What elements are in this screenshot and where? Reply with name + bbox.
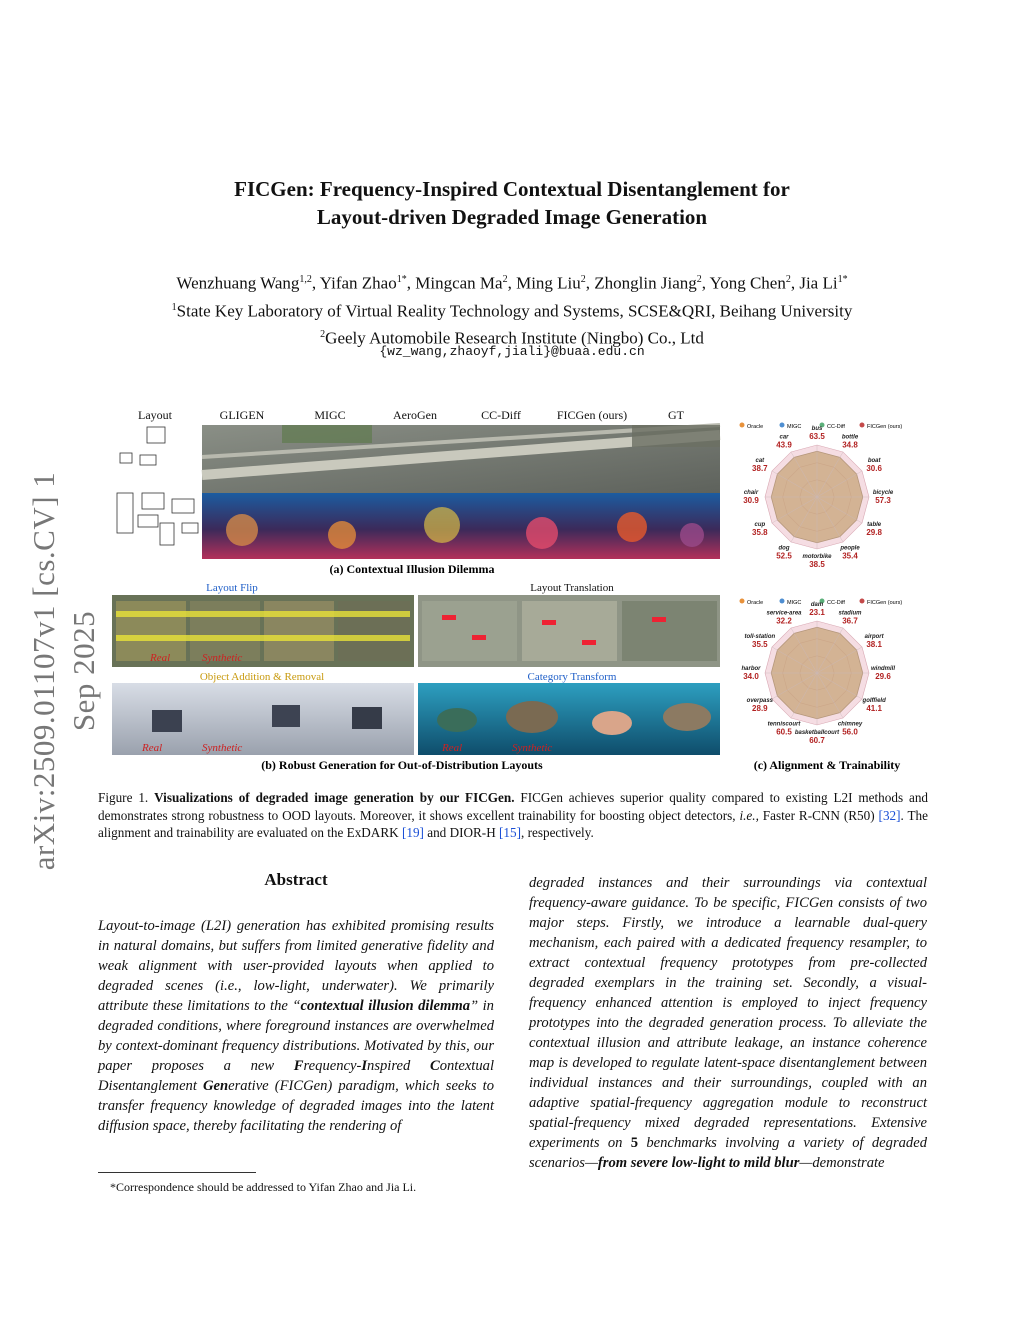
caption-text-3: . The alignment and trainability are evaluated on the ExDARK [98,807,928,840]
panel-b-translation [418,595,720,667]
panel-a-aerial-row [202,425,720,493]
citation-19[interactable]: [19] [401,825,424,840]
caption-text-2: Faster R-CNN (R50) [758,807,879,823]
radar-value-label: 29.8 [866,528,882,537]
radar-value-label: 38.7 [752,464,768,473]
caption-text-5: , respectively. [521,825,594,840]
legend-label: FICGen (ours) [867,424,903,430]
method-label-aerogen: AeroGen [393,408,437,422]
layout-boxes-underwater [117,493,198,545]
legend-label: Oracle [747,424,764,430]
label-real-2: Real [142,742,163,754]
label-category-transform: Category Transform [527,671,617,683]
radar-axis-label: service-area [766,610,802,617]
radar-axis-label: chimney [837,721,863,728]
label-layout-translation: Layout Translation [530,582,614,594]
author-emails[interactable]: {wz_wang,zhaoyf,jiali}@buaa.edu.cn [379,344,645,359]
figure-1 [112,405,912,775]
legend-marker [740,423,745,428]
radar-value-label: 29.6 [875,672,891,681]
citation-32[interactable]: [32] [878,807,901,823]
radar-value-label: 60.5 [776,727,792,737]
legend-marker [780,599,785,604]
radar-axis-label: bus [811,426,823,432]
caption-label: Figure 1. [98,790,149,805]
figure-caption [98,789,928,842]
radar-value-label: 30.6 [866,464,882,473]
radar-value-label: 32.2 [776,616,792,626]
method-label-gligen: GLIGEN [219,408,265,422]
caption-text-1: FICGen achieves superior quality compared to existing L2I methods and demonstrates strong robustness to OOD layouts. Moreover, it shows excellent trainability for boosting object detectors, [98,790,929,823]
layout-boxes-aerial [120,427,165,465]
legend-label: CC-Diff [827,600,845,606]
radar-axis-label: golffield [862,698,886,704]
footnote-rule [98,1172,256,1173]
method-label-ccdiff: CC-Diff [481,408,521,422]
panel-b-caption: (b) Robust Generation for Out-of-Distribution Layouts [261,758,543,772]
method-label-gt: GT [668,408,684,422]
radar-axis-label: windmill [871,666,895,672]
radar-axis-label: dam [810,602,824,608]
legend-label: CC-Diff [827,424,845,430]
paper-title [100,175,924,231]
radar-axis-label: overpass [746,698,774,704]
radar-axis-label: tenniscourt [767,721,801,728]
legend-label: Oracle [747,600,764,606]
radar-value-label: 41.1 [866,704,882,713]
radar-value-label: 52.5 [776,551,792,561]
radar-axis-label: basketballcourt [794,730,840,736]
legend-marker [740,599,745,604]
label-real-1: Real [150,652,171,664]
radar-value-label: 35.4 [842,551,858,561]
label-synthetic-2: Synthetic [202,742,243,754]
abstract-column-2: degraded instances and their surroundings via contextual frequency-aware guidance. To be specific, FICGen consists of two major steps. Firstly, we introduce a learnable dual-query mechanism, each paired with a dedicated frequency resampler, to extract contextual frequency prototypes from pre-collected degraded exemplars in the training set. Secondly, a visual-frequency enhanced attention is employed to inject frequency prototypes into the degraded generation process. To alleviate the contextual illusion and attribute leakage, an instance coherence map is developed to regulate latent-space disentanglement between individual instances and their surroundings, coupled with an adaptive spatial-frequency aggregation module to reconstruct spatial-frequency mixed degraded representations. Extensive experiments on 5 benchmarks involving a variety of degraded scenarios—from severe low-light to mild blur—demonstrate [529,875,928,1171]
legend-label: MIGC [787,424,802,430]
label-synthetic-3: Synthetic [512,742,553,754]
radar-axis-label: people [840,545,860,552]
radar-axis-label: bottle [841,434,859,441]
legend-marker [860,423,865,428]
radar-chart-dior [740,599,903,746]
radar-axis-label: toll-station [744,634,776,640]
method-label-layout: Layout [138,408,172,422]
radar-axis-label: airport [864,634,884,640]
radar-chart-exdark [740,423,903,570]
label-real-3: Real [442,742,463,754]
radar-value-label: 57.3 [875,496,891,505]
radar-value-label: 43.9 [776,440,792,450]
panel-a-underwater-row [202,493,720,559]
radar-axis-label: dog [778,545,790,552]
radar-value-label: 30.9 [743,496,759,505]
footnote: *Correspondence should be addressed to Yifan Zhao and Jia Li. [110,1180,417,1194]
caption-text-4: and DIOR-H [423,825,500,840]
abstract-column-1: Layout-to-image (L2I) generation has exhibited promising results in natural domains, but suffers from limited generative fidelity and weak alignment with user-provided layouts when applied to degraded scenes (i.e., low-light, underwater). We primarily attribute these limitations to the “contextual illusion dilemma” in degraded conditions, where foreground instances are overwhelmed by context-dominant frequency distributions. Motivated by this, our paper proposes a new Frequency-Inspired Contextual Disentanglement Generative (FICGen) paradigm, which seeks to transfer frequency knowledge of degraded images into the latent diffusion space, thereby facilitating the rendering of [98,918,495,1134]
author-block [100,268,924,351]
radar-value-label: 60.7 [809,736,825,745]
radar-axis-label: cup [754,522,766,528]
label-object-addition: Object Addition & Removal [199,671,325,683]
arxiv-identifier: arXiv:2509.01107v1 [cs.CV] 1 Sep 2025 [26,471,101,871]
method-label-ficgen: FICGen (ours) [556,408,628,422]
title-line-2: Layout-driven Degraded Image Generation [316,205,708,229]
radar-value-label: 63.5 [809,432,825,441]
radar-axis-label: table [867,522,882,528]
radar-value-label: 38.1 [866,640,882,649]
radar-axis-label: stadium [838,610,862,617]
radar-axis-label: boat [867,458,881,464]
caption-ie: i.e., [739,807,759,823]
radar-axis-label: chair [743,490,759,496]
radar-axis-label: harbor [741,666,761,672]
citation-15[interactable]: [15] [499,825,522,840]
radar-value-label: 35.8 [752,528,768,537]
label-synthetic-1: Synthetic [202,652,243,664]
legend-label: FICGen (ours) [867,600,903,606]
radar-axis-label: car [779,434,789,441]
abstract-heading: Abstract [264,870,328,889]
radar-value-label: 23.1 [809,608,825,617]
label-layout-flip: Layout Flip [206,582,258,594]
panel-c-caption: (c) Alignment & Trainability [753,758,901,772]
caption-bold: Visualizations of degraded image generation by our FICGen. [154,790,515,805]
legend-marker [860,599,865,604]
legend-marker [780,423,785,428]
author-names: Wenzhuang Wang$^{1,2}$, Yifan Zhao$^{1*}$, Mingcan Ma$^2$, Ming Liu$^2$, Zhonglin Jiang$^2$, Yong Chen$^2$, Jia $Li^{1*}$ [176,273,848,293]
radar-value-label: 38.5 [809,560,825,569]
radar-value-label: 34.8 [842,440,858,450]
method-label-migc: MIGC [314,408,346,422]
radar-value-label: 28.9 [752,704,768,713]
radar-value-label: 56.0 [842,727,858,737]
radar-value-label: 36.7 [842,616,858,626]
legend-label: MIGC [787,600,802,606]
title-line-1: FICGen: Frequency-Inspired Contextual Disentanglement for [234,177,790,201]
radar-value-label: 35.5 [752,640,768,649]
panel-a-caption: (a) Contextual Illusion Dilemma [329,562,495,576]
radar-axis-label: cat [755,458,765,464]
radar-axis-label: motorbike [802,554,832,560]
panel-b-category [418,683,720,755]
radar-value-label: 34.0 [743,672,759,681]
affiliation-2: $^2$Geely Automobile Research Institute (Ningbo) Co., Ltd [320,328,704,348]
radar-axis-label: bicycle [872,490,894,496]
affiliation-1: $^1$State Key Laboratory of Virtual Reality Technology and Systems, SCSE&QRI, Beihang University [171,301,853,321]
